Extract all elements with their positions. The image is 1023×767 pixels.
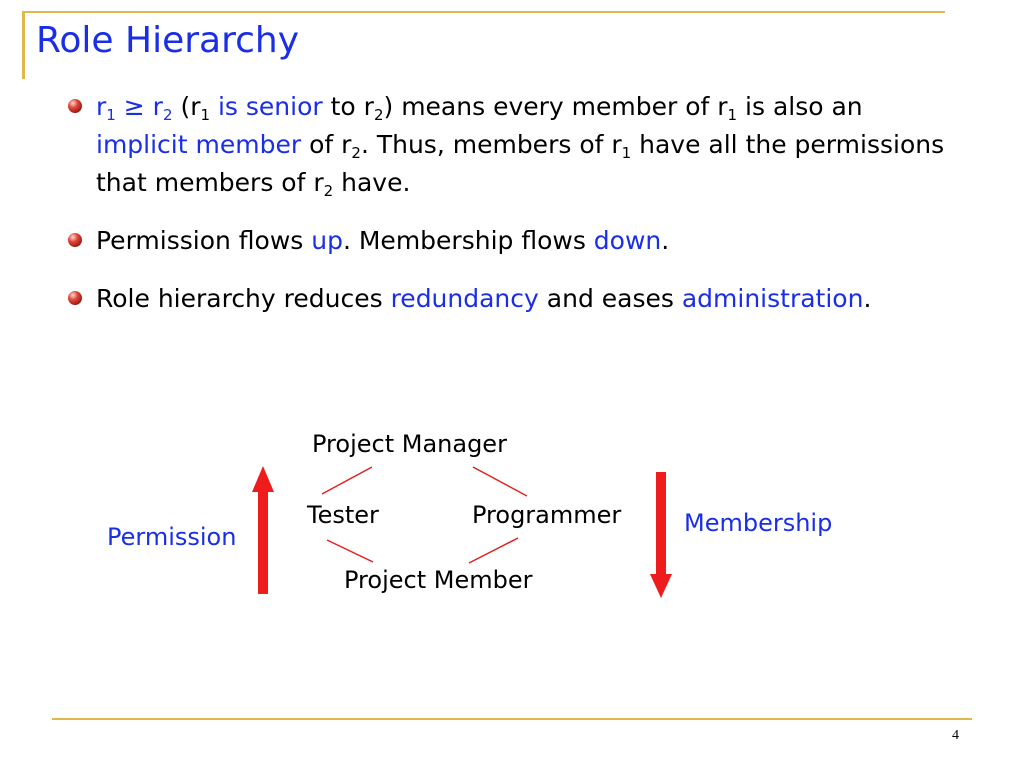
- text-segment: is also an: [737, 92, 863, 121]
- text-segment: .: [863, 284, 872, 313]
- text-segment: Role hierarchy reduces: [96, 284, 391, 313]
- subscript-text: 2: [373, 106, 384, 124]
- subscript-text: 2: [162, 106, 173, 124]
- node-tester: Tester: [307, 501, 379, 529]
- text-segment: Permission flows: [96, 226, 312, 255]
- membership-down-arrow-icon: [650, 472, 672, 598]
- text-segment: (r: [172, 92, 201, 121]
- text-segment: administration: [681, 284, 864, 313]
- text-segment: down: [593, 226, 662, 255]
- node-project-manager: Project Manager: [312, 430, 507, 458]
- membership-label: Membership: [684, 509, 833, 537]
- edge-tester-member: [327, 540, 373, 562]
- edge-programmer-member: [469, 538, 518, 563]
- slide-title: Role Hierarchy: [36, 20, 300, 61]
- edge-manager-tester: [322, 467, 372, 494]
- text-segment: of r: [301, 130, 352, 159]
- text-segment: .: [661, 226, 670, 255]
- text-segment: redundancy: [390, 284, 539, 313]
- subscript-text: 1: [727, 106, 738, 124]
- text-segment: r: [96, 92, 107, 121]
- node-programmer: Programmer: [472, 501, 622, 529]
- text-segment: ) means every member of r: [383, 92, 728, 121]
- text-segment: ≥ r: [115, 92, 163, 121]
- text-segment: . Thus, members of r: [360, 130, 622, 159]
- text-segment: is senior: [210, 92, 323, 121]
- subscript-text: 1: [200, 106, 211, 124]
- subscript-text: 2: [323, 182, 334, 200]
- subscript-text: 1: [621, 144, 632, 162]
- text-segment: to r: [322, 92, 374, 121]
- text-segment: have.: [333, 168, 411, 197]
- text-segment: have all the permissions that members of r: [96, 130, 945, 197]
- text-segment: up: [311, 226, 343, 255]
- permission-up-arrow-icon: [252, 466, 274, 594]
- edge-manager-programmer: [473, 467, 527, 496]
- text-segment: and eases: [538, 284, 682, 313]
- bottom-border-line: [52, 718, 972, 720]
- subscript-text: 2: [351, 144, 361, 162]
- page-number: 4: [952, 728, 959, 743]
- node-project-member: Project Member: [344, 566, 533, 594]
- text-segment: implicit member: [96, 130, 302, 159]
- text-segment: . Membership flows: [342, 226, 594, 255]
- subscript-text: 1: [106, 106, 116, 124]
- permission-label: Permission: [107, 523, 237, 551]
